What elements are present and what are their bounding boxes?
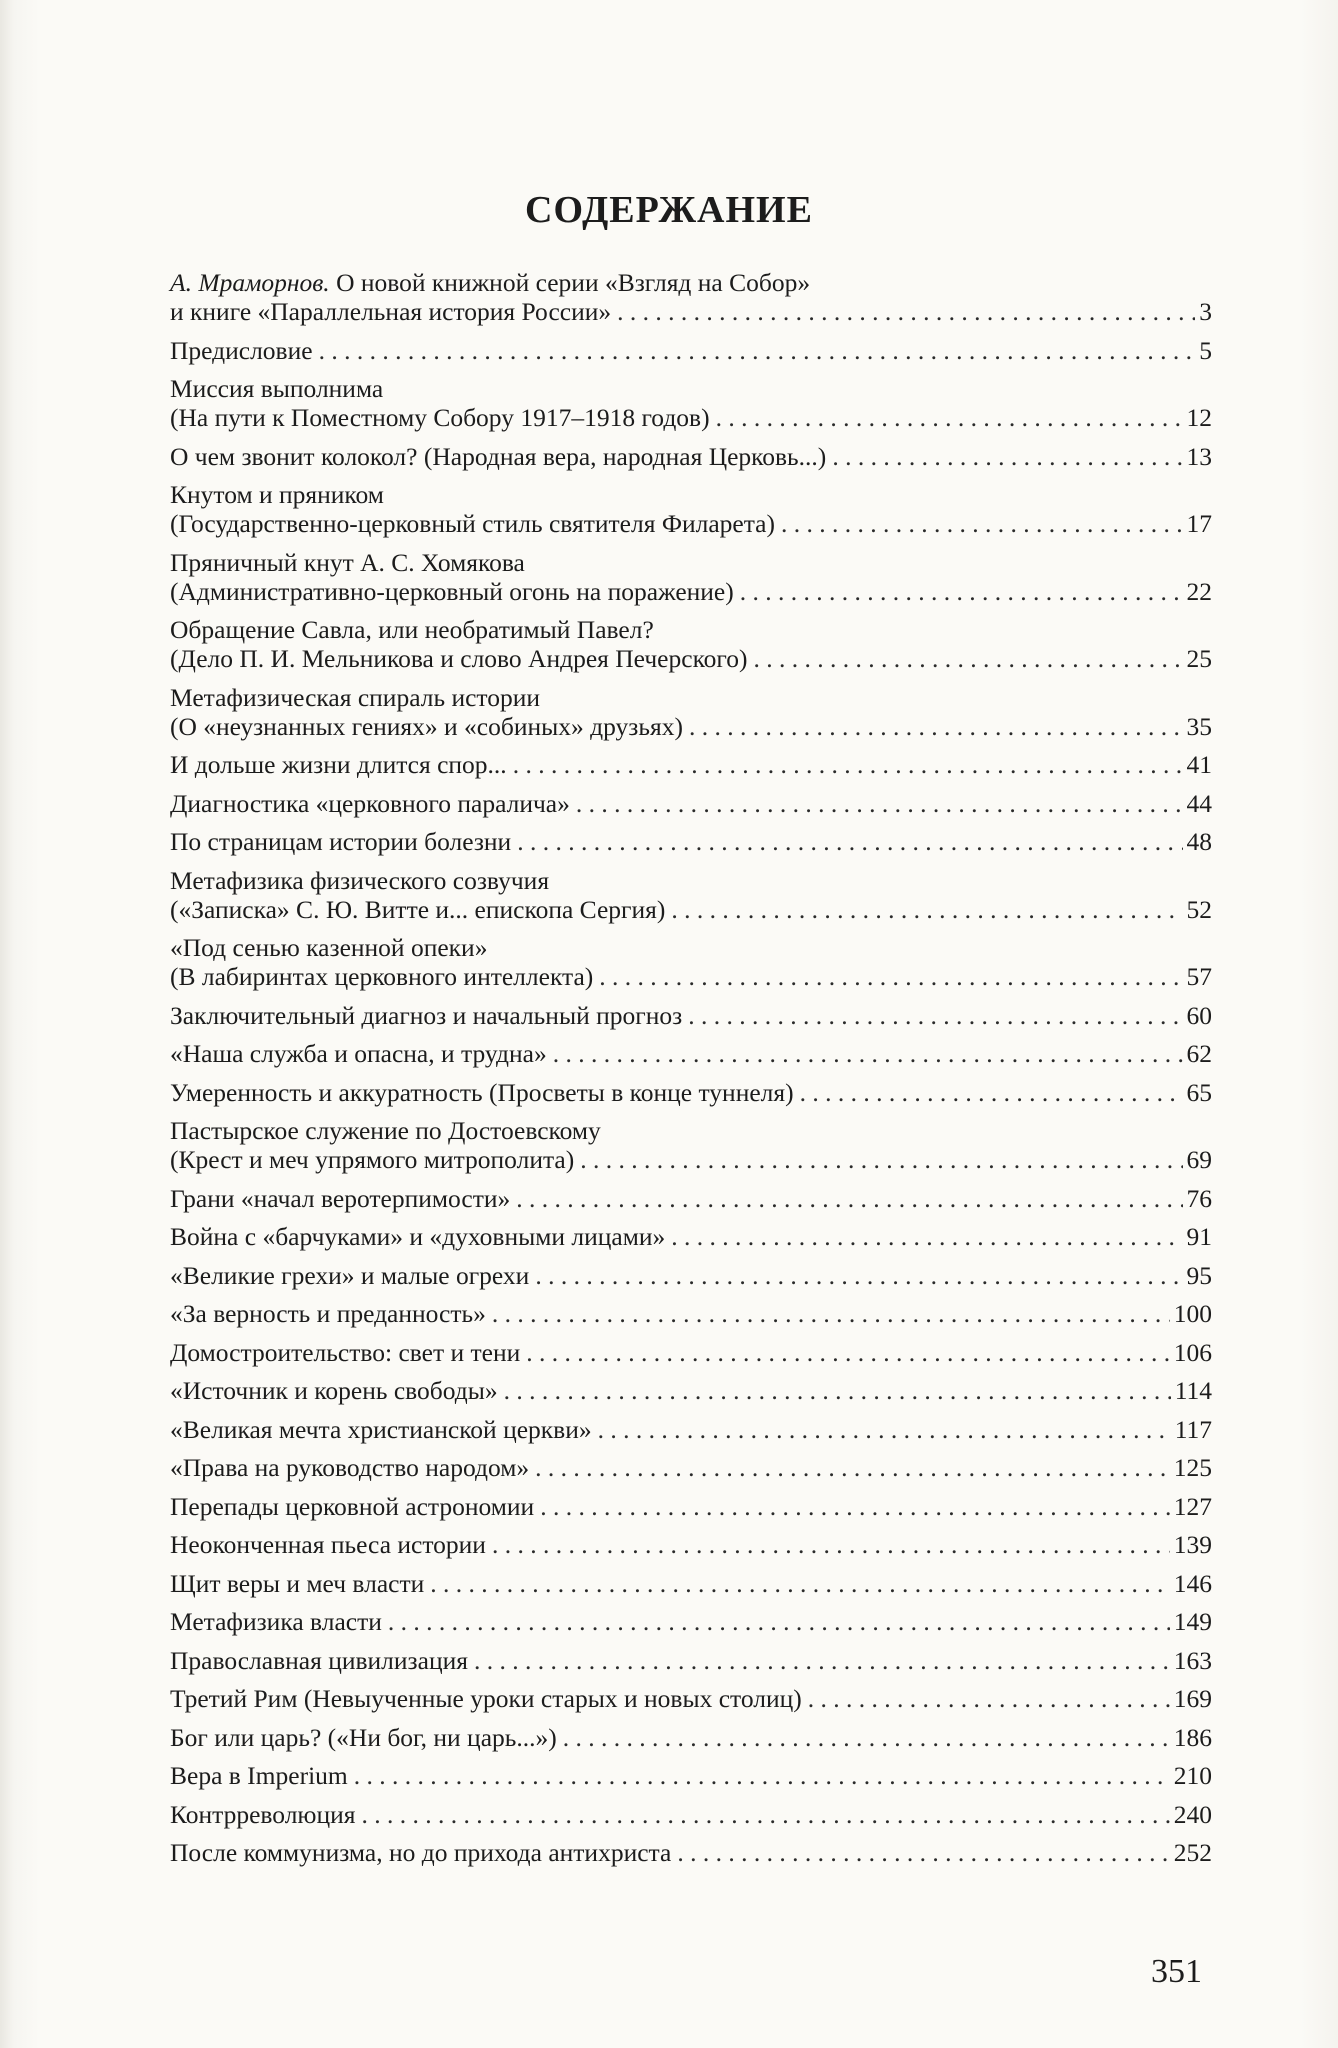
dot-leader [599, 962, 1182, 991]
toc-entry-page-number: 91 [1186, 1222, 1212, 1251]
toc-entry-page-number: 163 [1173, 1645, 1212, 1675]
toc-entry [170, 1723, 1212, 1752]
toc-entry [170, 1261, 1212, 1290]
toc-entry [170, 1222, 1212, 1251]
dot-leader [319, 336, 1196, 365]
toc-entry [170, 1376, 1212, 1405]
toc-entry-page-number: 186 [1173, 1722, 1212, 1752]
toc-entry-row [170, 1184, 1212, 1213]
toc-entry-row [170, 1607, 1212, 1636]
toc-entry-page-number: 41 [1186, 750, 1212, 779]
toc-entry [170, 1761, 1212, 1790]
toc-entry-title: Предисловие [170, 335, 313, 365]
toc-entry-row [170, 1299, 1212, 1328]
toc-entry [170, 1001, 1212, 1030]
toc-entry [170, 615, 1212, 673]
toc-entry-page-number: 44 [1186, 788, 1212, 818]
toc-entry-page-number: 240 [1173, 1799, 1212, 1829]
dot-leader [671, 895, 1182, 924]
toc-entry-page-number: 35 [1186, 711, 1212, 741]
toc-entry-row [170, 297, 1212, 326]
toc-entry-page-number: 76 [1186, 1183, 1212, 1213]
toc-entry-page-number: 52 [1186, 894, 1212, 924]
dot-leader [540, 1492, 1170, 1521]
toc-entry [170, 1299, 1212, 1328]
table-of-contents [170, 268, 1212, 1877]
toc-entry [170, 442, 1212, 471]
toc-entry [170, 1116, 1212, 1174]
dot-leader [617, 297, 1195, 326]
toc-entry-page-number: 65 [1186, 1077, 1212, 1107]
toc-entry-title: Метафизика власти [170, 1607, 382, 1636]
toc-entry-title-line [170, 933, 1212, 962]
toc-entry-title: (Крест и меч упрямого митрополита) [170, 1145, 575, 1174]
toc-entry [170, 750, 1212, 779]
toc-entry [170, 1569, 1212, 1598]
dot-leader [576, 789, 1183, 818]
toc-entry-row [170, 827, 1212, 856]
toc-entry-page-number: 69 [1186, 1145, 1212, 1174]
toc-entry-page-number: 127 [1173, 1491, 1212, 1521]
toc-entry [170, 933, 1212, 991]
toc-entry-page-number: 17 [1186, 509, 1212, 538]
toc-entry-row [170, 403, 1212, 432]
dot-leader [492, 1299, 1170, 1328]
toc-entry-row [170, 1569, 1212, 1598]
toc-entry-row [170, 1684, 1212, 1713]
dot-leader [753, 644, 1182, 673]
dot-leader [740, 577, 1183, 606]
toc-entry-title: По страницам истории болезни [170, 827, 512, 856]
toc-entry-page-number: 169 [1173, 1684, 1212, 1713]
toc-entry-page-number: 146 [1173, 1568, 1212, 1598]
toc-entry-row [170, 1001, 1212, 1030]
dot-leader [580, 1145, 1182, 1174]
toc-entry-title-line [170, 268, 1212, 297]
toc-entry-row [170, 577, 1212, 606]
page-number: 351 [1151, 1953, 1202, 1990]
dot-leader [362, 1800, 1170, 1829]
toc-entry [170, 548, 1212, 606]
dot-leader [563, 1723, 1170, 1752]
toc-entry-author: А. Мраморнов. [170, 268, 330, 297]
toc-entry [170, 1646, 1212, 1675]
toc-entry [170, 1039, 1212, 1068]
dot-leader [598, 1415, 1171, 1444]
toc-entry-title: Контрреволюция [170, 1799, 356, 1829]
toc-entry-page-number: 210 [1173, 1761, 1212, 1790]
toc-entry [170, 1530, 1212, 1559]
toc-entry-page-number: 117 [1174, 1414, 1212, 1444]
toc-entry-title: Пастырское служение по Достоевскому [170, 1116, 601, 1145]
toc-entry-title: «Под сенью казенной опеки» [170, 933, 488, 962]
toc-entry-title: «Великие грехи» и малые огрехи [170, 1260, 530, 1290]
toc-entry-row [170, 442, 1212, 471]
toc-entry-row [170, 1222, 1212, 1251]
toc-entry-row [170, 1761, 1212, 1790]
toc-entry-page-number: 12 [1186, 403, 1212, 432]
toc-entry [170, 1800, 1212, 1829]
toc-entry-row [170, 712, 1212, 741]
toc-entry-row [170, 789, 1212, 818]
toc-entry [170, 1838, 1212, 1867]
dot-leader [671, 1222, 1182, 1251]
dot-leader [513, 750, 1183, 779]
toc-entry-title-line [170, 548, 1212, 577]
toc-entry-title: (Государственно-церковный стиль святителя Филарета) [170, 509, 775, 538]
toc-entry-page-number: 5 [1199, 335, 1212, 365]
toc-entry-row [170, 1838, 1212, 1867]
toc-entry-row [170, 750, 1212, 779]
dot-leader [781, 509, 1183, 538]
dot-leader [677, 1838, 1169, 1867]
toc-entry-title: Умеренность и аккуратность (Просветы в конце туннеля) [170, 1077, 794, 1107]
toc-entry-title: Заключительный диагноз и начальный прогноз [170, 1000, 683, 1030]
toc-entry-title: («Записка» С. Ю. Витте и... епископа Сергия) [170, 894, 666, 924]
toc-entry-title: Метафизическая спираль истории [170, 682, 541, 712]
toc-entry-row [170, 1415, 1212, 1444]
toc-entry-title: Метафизика физического созвучия [170, 865, 550, 895]
dot-leader [689, 712, 1183, 741]
dot-leader [800, 1078, 1183, 1107]
toc-entry [170, 827, 1212, 856]
toc-entry [170, 1607, 1212, 1636]
toc-entry-title-line [170, 374, 1212, 403]
toc-entry-row [170, 336, 1212, 365]
toc-entry-title: Неоконченная пьеса истории [170, 1530, 486, 1559]
toc-entry [170, 268, 1212, 326]
toc-entry-title: Пряничный кнут А. С. Хомякова [170, 547, 525, 577]
toc-entry-page-number: 125 [1173, 1453, 1212, 1482]
toc-entry-page-number: 252 [1173, 1838, 1212, 1867]
toc-entry-title: Вера в Imperium [170, 1761, 348, 1790]
toc-entry-row [170, 1646, 1212, 1675]
toc-entry-title-line [170, 683, 1212, 712]
toc-entry-title-line [170, 866, 1212, 895]
toc-entry-title: (В лабиринтах церковного интеллекта) [170, 962, 594, 991]
dot-leader [553, 1039, 1183, 1068]
toc-entry-page-number: 149 [1173, 1607, 1212, 1636]
dot-leader [474, 1646, 1170, 1675]
toc-entry-title: После коммунизма, но до прихода антихриста [170, 1838, 672, 1867]
dot-leader [832, 442, 1182, 471]
toc-entry-row [170, 1338, 1212, 1367]
toc-entry-page-number: 3 [1199, 297, 1212, 326]
toc-entry-title-line [170, 615, 1212, 644]
toc-entry-row [170, 1723, 1212, 1752]
toc-entry-title: (Дело П. И. Мельникова и слово Андрея Печерского) [170, 644, 748, 673]
toc-entry-page-number: 60 [1186, 1000, 1212, 1030]
toc-entry-title: «За верность и преданность» [170, 1299, 486, 1328]
dot-leader [516, 1184, 1182, 1213]
toc-entry [170, 1078, 1212, 1107]
toc-entry-row [170, 1261, 1212, 1290]
toc-entry-title: (О «неузнанных гениях» и «собиных» друзьях) [170, 711, 683, 741]
toc-entry-title-line [170, 1116, 1212, 1145]
toc-entry-page-number: 48 [1186, 827, 1212, 856]
toc-entry-title: «Источник и корень свободы» [170, 1376, 498, 1405]
toc-entry-page-number: 114 [1174, 1376, 1212, 1405]
toc-entry-title: И дольше жизни длится спор... [170, 750, 507, 779]
toc-entry-title: «Великая мечта христианской церкви» [170, 1414, 592, 1444]
toc-entry-title: Перепады церковной астрономии [170, 1491, 535, 1521]
toc-entry-page-number: 57 [1186, 962, 1212, 991]
toc-entry [170, 866, 1212, 924]
toc-entry [170, 1453, 1212, 1482]
toc-entry-page-number: 62 [1186, 1039, 1212, 1068]
toc-entry-title: Грани «начал веротерпимости» [170, 1183, 511, 1213]
toc-entry-row [170, 1492, 1212, 1521]
toc-entry [170, 789, 1212, 818]
page-title: СОДЕРЖАНИЕ [525, 189, 813, 231]
toc-entry-row [170, 1039, 1212, 1068]
toc-entry-title: Бог или царь? («Ни бог, ни царь...») [170, 1722, 557, 1752]
toc-entry-title: Обращение Савла, или необратимый Павел? [170, 615, 654, 644]
dot-leader [808, 1684, 1170, 1713]
toc-entry-title: Щит веры и меч власти [170, 1568, 425, 1598]
toc-entry-row [170, 1145, 1212, 1174]
dot-leader [716, 403, 1183, 432]
dot-leader [388, 1607, 1170, 1636]
toc-entry-title-line [170, 480, 1212, 509]
toc-entry-title: О новой книжной серии «Взгляд на Собор» [336, 268, 811, 297]
toc-entry-page-number: 13 [1186, 441, 1212, 471]
toc-entry [170, 683, 1212, 741]
dot-leader [504, 1376, 1171, 1405]
toc-entry-row [170, 1376, 1212, 1405]
toc-entry [170, 1415, 1212, 1444]
dot-leader [430, 1569, 1169, 1598]
toc-entry [170, 1492, 1212, 1521]
toc-entry-title: и книге «Параллельная история России» [170, 297, 612, 326]
toc-entry-row [170, 1800, 1212, 1829]
toc-entry-row [170, 962, 1212, 991]
toc-entry-page-number: 25 [1186, 644, 1212, 673]
toc-entry-title: (На пути к Поместному Собору 1917–1918 годов) [170, 403, 710, 432]
toc-entry-row [170, 1453, 1212, 1482]
toc-entry-row [170, 644, 1212, 673]
toc-entry-page-number: 106 [1173, 1337, 1212, 1367]
dot-leader [354, 1761, 1170, 1790]
toc-entry-page-number: 100 [1173, 1299, 1212, 1328]
toc-entry-page-number: 22 [1186, 576, 1212, 606]
toc-entry-title: Диагностика «церковного паралича» [170, 788, 570, 818]
dot-leader [526, 1338, 1169, 1367]
toc-entry-page-number: 139 [1173, 1530, 1212, 1559]
toc-entry [170, 1184, 1212, 1213]
toc-entry [170, 374, 1212, 432]
dot-leader [535, 1453, 1170, 1482]
toc-entry [170, 1338, 1212, 1367]
dot-leader [535, 1261, 1182, 1290]
dot-leader [688, 1001, 1182, 1030]
dot-leader [517, 827, 1182, 856]
toc-entry-title: (Административно-церковный огонь на поражение) [170, 576, 734, 606]
toc-entry-title: Домостроительство: свет и тени [170, 1337, 521, 1367]
toc-entry-title: Православная цивилизация [170, 1645, 468, 1675]
toc-entry-title: Война с «барчуками» и «духовными лицами» [170, 1222, 666, 1251]
dot-leader [492, 1530, 1170, 1559]
toc-entry-title: «Наша служба и опасна, и трудна» [170, 1039, 547, 1068]
toc-entry-title: Миссия выполнима [170, 374, 384, 403]
toc-entry-row [170, 509, 1212, 538]
toc-entry-title: О чем звонит колокол? (Народная вера, народная Церковь...) [170, 441, 827, 471]
toc-entry-row [170, 1078, 1212, 1107]
toc-entry-title: Третий Рим (Невыученные уроки старых и новых столиц) [170, 1684, 802, 1713]
toc-entry-row [170, 895, 1212, 924]
toc-entry-page-number: 95 [1186, 1260, 1212, 1290]
toc-entry-row [170, 1530, 1212, 1559]
toc-entry [170, 480, 1212, 538]
toc-entry [170, 336, 1212, 365]
toc-entry-title: «Права на руководство народом» [170, 1453, 530, 1482]
toc-entry-title: Кнутом и пряником [170, 480, 384, 509]
toc-entry [170, 1684, 1212, 1713]
